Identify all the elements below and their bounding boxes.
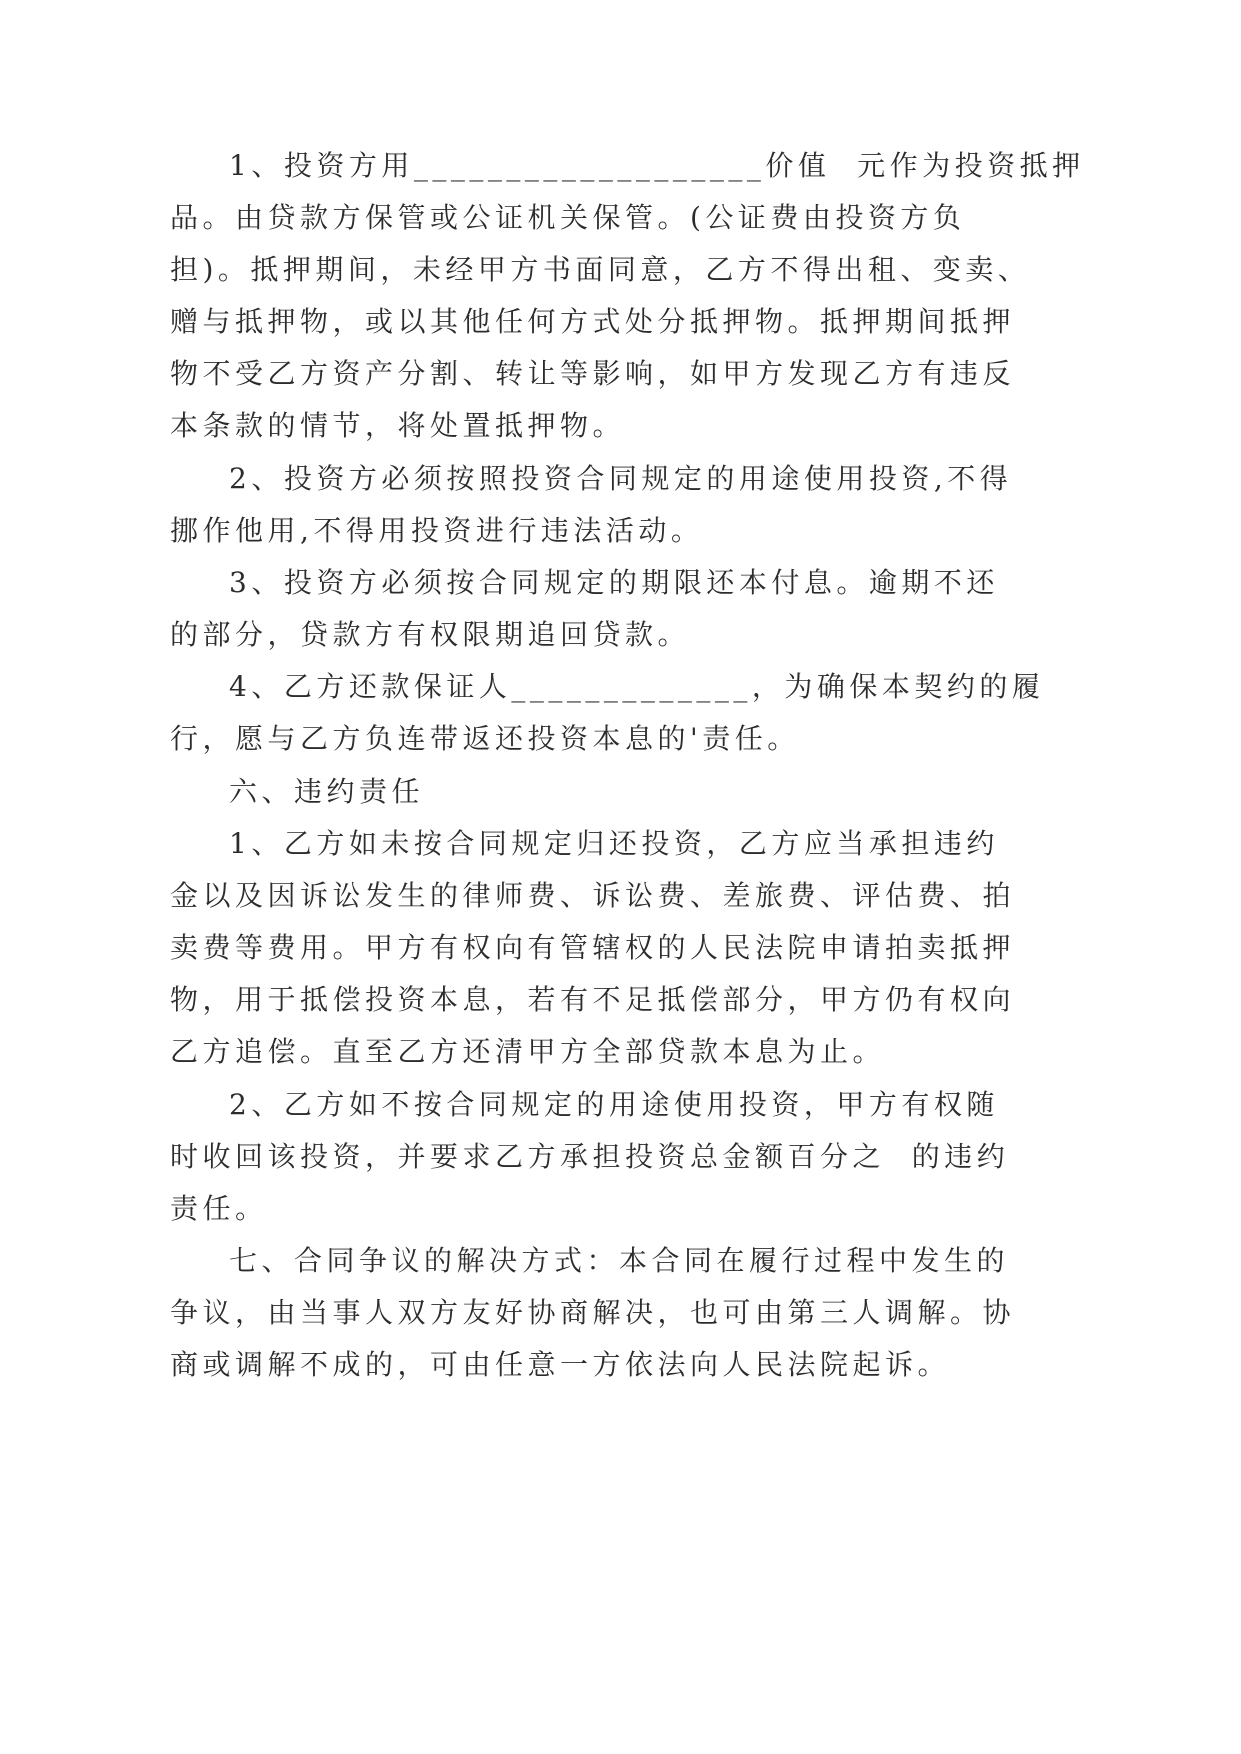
section-heading: 七、合同争议的解决方式：本合同在履行过程中发生的: [229, 1244, 1010, 1277]
text-line: 1、乙方如未按合同规定归还投资，乙方应当承担违约: [229, 827, 999, 860]
text-line: 挪作他用,不得用投资进行违法活动。: [170, 514, 704, 547]
text-line: 本条款的情节，将处置抵押物。: [170, 409, 626, 442]
text-line: 赠与抵押物，或以其他任何方式处分抵押物。抵押期间抵押: [170, 305, 1016, 338]
text-line: 2、乙方如不按合同规定的用途使用投资，甲方有权随: [229, 1088, 999, 1121]
text-line: 金以及因诉讼发生的律师费、诉讼费、差旅费、评估费、拍: [170, 879, 1016, 912]
text-line: 1、投资方用___________________价值 元作为投资抵押: [229, 149, 1085, 182]
text-line: 3、投资方必须按合同规定的期限还本付息。逾期不还: [229, 566, 999, 599]
text-line: 行，愿与乙方负连带返还投资本息的'责任。: [170, 722, 800, 755]
text-line: 2、投资方必须按照投资合同规定的用途使用投资,不得: [229, 462, 1013, 495]
text-line: 的部分，贷款方有权限期追回贷款。: [170, 618, 691, 651]
text-line: 乙方追偿。直至乙方还清甲方全部贷款本息为止。: [170, 1035, 886, 1068]
text-line: 物不受乙方资产分割、转让等影响，如甲方发现乙方有违反: [170, 357, 1016, 390]
text-line: 物，用于抵偿投资本息，若有不足抵偿部分，甲方仍有权向: [170, 983, 1016, 1016]
text-line: 时收回该投资，并要求乙方承担投资总金额百分之 的违约: [170, 1140, 1010, 1173]
text-line: 品。由贷款方保管或公证机关保管。(公证费由投资方负: [170, 201, 966, 234]
text-line: 4、乙方还款保证人_____________，为确保本契约的履: [229, 670, 1045, 703]
text-line: 卖费等费用。甲方有权向有管辖权的人民法院申请拍卖抵押: [170, 931, 1016, 964]
section-heading: 六、违约责任: [229, 775, 425, 808]
text-line: 责任。: [170, 1192, 268, 1225]
text-line: 担)。抵押期间，未经甲方书面同意，乙方不得出租、变卖、: [170, 253, 1031, 286]
text-line: 商或调解不成的，可由任意一方依法向人民法院起诉。: [170, 1348, 951, 1381]
text-line: 争议，由当事人双方友好协商解决，也可由第三人调解。协: [170, 1296, 1016, 1329]
